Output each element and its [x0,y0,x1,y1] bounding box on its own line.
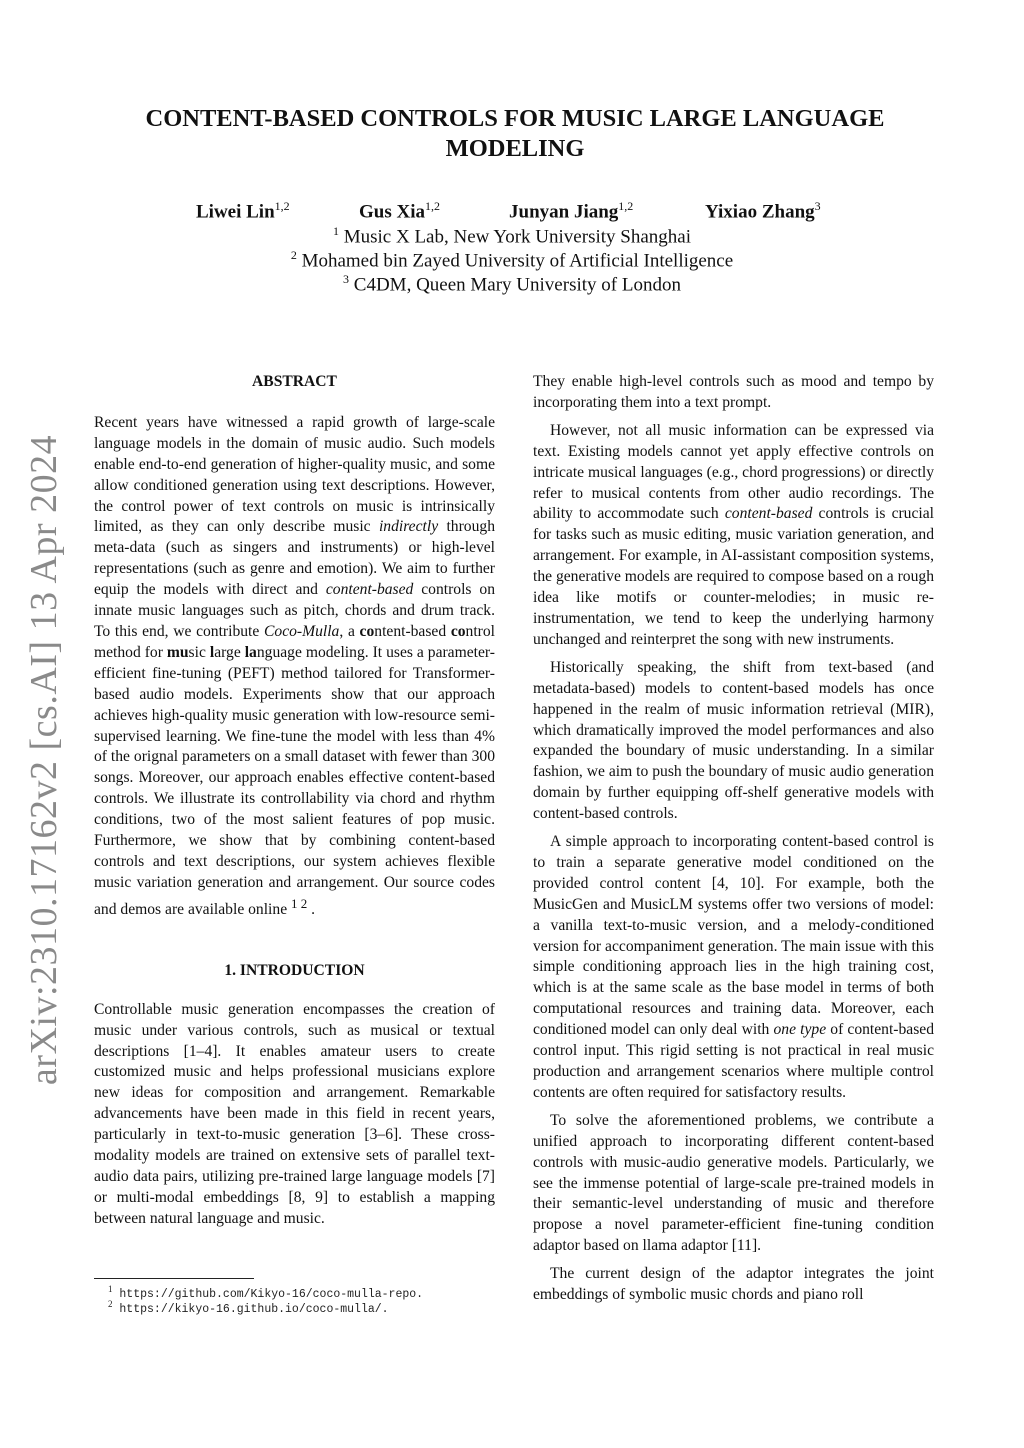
right-column [533,372,934,1306]
abstract-text: sic [188,643,210,661]
abstract-text: , a [339,622,360,640]
abstract-text: ntrol method for [94,622,495,661]
body-text: of content-based control input. This rigid setting is not practical in real music production and arrangement scenarios where multiple control contents are often required for satisfactory results. [533,1021,935,1101]
footnote-link[interactable]: https://kikyo-16.github.io/coco-mulla/. [119,1302,389,1316]
acronym-letters: co [359,622,375,640]
body-paragraph [533,832,934,1104]
affiliation-1 [0,224,1024,248]
acronym-letters: l [209,643,215,661]
acronym-letters: mu [166,643,189,661]
body-text: controls is crucial for tasks such as music editing, music variation generation, and arrangement. For example, in AI-assistant composition systems, the generative models are required to compose based on a rough idea like motifs or counter-melodies; in music re-instrumentation, we tend to keep the underlying harmony unchanged and reinterpret the song with new instruments. [533,505,934,648]
footnote-number: 1 [108,1284,113,1294]
affiliation-mark: 3 [343,272,350,286]
abstract-text: . [307,900,316,918]
body-paragraph: Historically speaking, the shift from text-based (and metadata-based) models to content-based models has once happened in the realm of music information retrieval (MIR), which dramatically improved the model performances and also expanded the boundary of music understanding. In a similar fashion, we aim to push the boundary of music audio generation domain by further equipping off-shelf generative models with content-based controls. [533,658,934,823]
arxiv-id: arXiv:2310.17162v2 [cs.AI] 13 Apr 2024 [23,434,65,1086]
footnote-ref: 1 2 [291,895,308,911]
footnote-link[interactable]: https://github.com/Kikyo-16/coco-mulla-repo. [119,1287,424,1301]
body-paragraph: The current design of the adaptor integrates the joint embeddings of symbolic music chords and piano roll [533,1265,934,1304]
body-text: A simple approach to incorporating content-based control is to train a separate generative model conditioned on the provided control content [4, 10]. For example, both the MusicGen and MusicLM systems offer two versions of model: a vanilla text-to-music version, and a melody-conditioned version for accompaniment generation. The main issue with this simple conditioning approach lies in the high training cost, which is at the same scale as the base model in terms of both computational resources and training data. Moreover, each conditioned model can only deal with [533,833,934,1039]
footnote-divider [94,1278,254,1279]
paper-title: CONTENT-BASED CONTROLS FOR MUSIC LARGE LANGUAGE MODELING [145,105,885,162]
emphasis: content-based [724,505,813,523]
abstract-text: ntent-based [374,622,451,640]
author-name: Liwei Lin [196,201,275,223]
introduction-heading: 1. INTRODUCTION [224,961,365,979]
author-name: Junyan Jiang [509,201,619,223]
affiliation-2 [0,248,1024,272]
abstract-text: controls on innate music languages such as pitch, chords and drum track. To this end, we contribute [94,581,495,640]
emphasis: indirectly [378,518,439,536]
author-list [0,199,1024,225]
emphasis: one type [773,1021,827,1039]
author-affiliation-mark: 1,2 [618,199,634,213]
affiliation-text: Music X Lab, New York University Shanghai [343,226,691,248]
emphasis: content-based [325,581,414,599]
acronym-letters: co [450,622,466,640]
abstract-text: through meta-data (such as singers and instruments) or high-level representations (such as genre and emotion). We aim to further equip the models with direct and [94,518,495,599]
author-1 [196,199,290,223]
abstract-heading: ABSTRACT [252,373,337,390]
system-name: Coco-Mulla [264,622,340,640]
affiliation-text: Mohamed bin Zayed University of Artificial Intelligence [301,250,734,272]
footnote-number: 2 [108,1299,113,1309]
abstract-text: nguage modeling. It uses a parameter-efficient fine-tuning (PEFT) method tailored for Transformer-based audio models. Experiments show that our approach achieves high-quality music generation with low-resource semi-supervised learning. We fine-tune the model with less than 4% of the orignal parameters on a small dataset with fewer than 300 songs. Moreover, our approach enables effective content-based controls. We illustrate its controllability via chord and rhythm conditions, two of the most salient features of pop music. Furthermore, we show that by combining content-based controls and text descriptions, our system achieves flexible music variation generation and arrangement. Our source codes and demos are available online [94,643,495,918]
affiliation-text: C4DM, Queen Mary University of London [353,274,681,296]
abstract-text: Recent years have witnessed a rapid growth of large-scale language models in the domain of music audio. Such models enable end-to-end generation of higher-quality music, and some allow conditioned generation using text descriptions. However, the control power of text controls on music is intrinsically limited, as they can only describe music [94,413,495,536]
left-column [94,372,495,1230]
author-3 [509,199,633,223]
author-name: Gus Xia [359,201,425,223]
intro-paragraph: Controllable music generation encompasses the creation of music under various controls, such as musical or textual descriptions [1–4]. It enables amateur users to create customized music and helps professional musicians explore new ideas for composition and arrangement. Remarkable advancements have been made in this field in recent years, particularly in text-to-music generation [3–6]. These cross-modality models are trained on extensive sets of parallel text-audio data pairs, utilizing pre-trained large language models [7] or multi-modal embeddings [8, 9] to establish a mapping between natural language and music. [94,1000,495,1227]
affiliation-mark: 2 [290,248,297,262]
author-name: Yixiao Zhang [705,201,815,223]
affiliation-mark: 1 [332,224,339,238]
body-text: However, not all music information can be expressed via text. Existing models cannot yet apply effective controls on intricate musical languages (e.g., chord progressions) or directly refer to musical contents from other audio recordings. The ability to accommodate such [533,421,934,523]
body-paragraph: To solve the aforementioned problems, we contribute a unified approach to incorporating different content-based controls with music-audio generative models. Particularly, we see the immense potential of large-scale pre-trained models in their semantic-level understanding of music and therefore propose a novel parameter-efficient fine-tuning condition adaptor based on llama adaptor [11]. [533,1111,934,1255]
acronym-letters: la [244,643,257,661]
body-paragraph [533,421,934,651]
author-affiliation-mark: 3 [814,199,821,213]
author-affiliation-mark: 1,2 [274,199,290,213]
abstract-paragraph [94,413,495,921]
abstract-text: arge [214,643,245,661]
body-paragraph: They enable high-level controls such as mood and tempo by incorporating them into a text prompt. [533,373,934,411]
author-affiliation-mark: 1,2 [425,199,440,213]
footnote-2 [108,1299,389,1316]
affiliation-3 [0,272,1024,296]
author-2 [359,199,440,223]
author-4 [705,199,821,223]
